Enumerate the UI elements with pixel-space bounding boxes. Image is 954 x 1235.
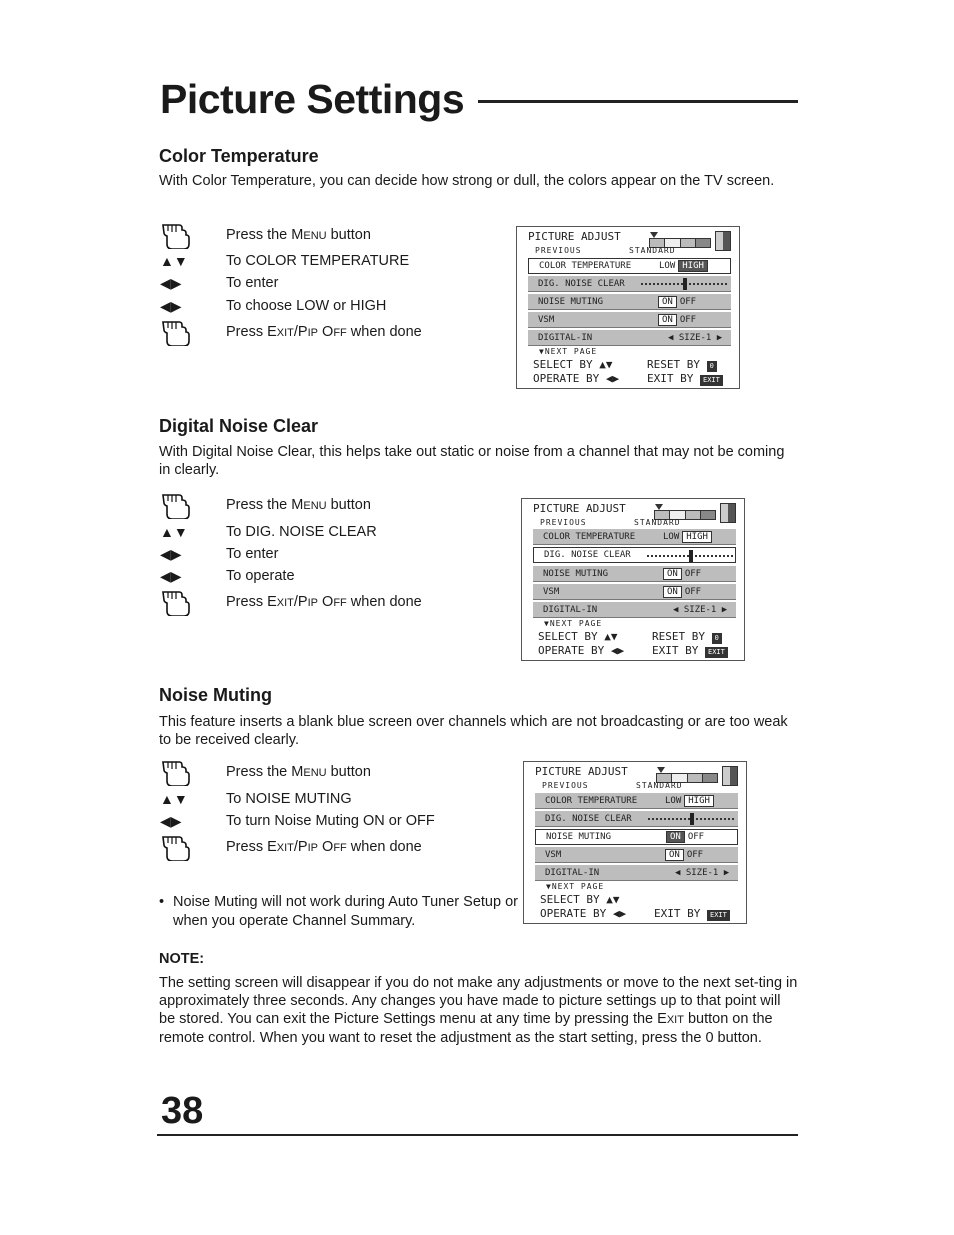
tv-icon — [715, 231, 731, 251]
osd-row-color-temperature: COLOR TEMPERATURE LOW HIGH — [528, 258, 731, 274]
step — [160, 250, 409, 272]
hand-press-icon — [160, 588, 226, 616]
osd-next-page: ▼NEXT PAGE — [546, 882, 605, 891]
osd-row-vsm: VSM ON OFF — [533, 584, 736, 600]
osd-title: PICTURE ADJUST — [528, 230, 621, 243]
osd-operate-by: OPERATE BY ◀▶ — [540, 907, 627, 920]
step-text: To NOISE MUTING — [226, 791, 352, 807]
step — [160, 272, 278, 294]
osd-row-noise-muting: NOISE MUTING ON OFF — [533, 566, 736, 582]
osd-operate-by: OPERATE BY ◀▶ — [533, 372, 620, 385]
title-rule — [478, 100, 798, 103]
step-text: To enter — [226, 546, 279, 562]
section-desc-noise-muting: This feature inserts a blank blue screen over channels which are not broadcasting or are too weak to be received clearly. — [159, 714, 788, 748]
osd-screen-color-temperature — [516, 226, 740, 389]
osd-row-vsm: VSM ON OFF — [528, 312, 731, 328]
osd-select-by: SELECT BY ▲▼ — [538, 630, 618, 643]
step — [160, 494, 371, 516]
osd-next-page: ▼NEXT PAGE — [544, 619, 603, 628]
osd-row-color-temperature: COLOR TEMPERATURE LOW HIGH — [535, 793, 738, 809]
osd-exit-by: EXIT BY EXIT — [654, 907, 730, 921]
osd-row-vsm: VSM ON OFF — [535, 847, 738, 863]
note-text: The setting screen will disappear if you do not make any adjustments or move to the next set-ting in approximately three seconds. Any changes you have made to picture settings up to that point will be stored. You can exit the Picture Settings menu at any time by pressing the EXIT button on the remote control. When you want to reset the adjustment as the start setting, press the 0 button. — [159, 975, 798, 1046]
osd-operate-by: OPERATE BY ◀▶ — [538, 644, 625, 657]
step-text: Press EXIT/PIP OFF when done — [226, 839, 422, 855]
step — [160, 836, 422, 858]
note-heading: NOTE: — [159, 951, 205, 967]
osd-next-page: ▼NEXT PAGE — [539, 347, 598, 356]
step-text: Press the MENU button — [226, 764, 371, 780]
step-text: To enter — [226, 275, 279, 291]
step-text: To operate — [226, 568, 295, 584]
left-right-arrows-icon: ◀▶ — [160, 812, 182, 829]
osd-row-digital-in: DIGITAL-IN ◀ SIZE-1 ▶ — [528, 330, 731, 346]
step — [160, 788, 352, 810]
tv-icon — [722, 766, 738, 786]
step-text: To choose LOW or HIGH — [226, 298, 387, 314]
osd-reset-by: RESET BY 0 — [647, 358, 717, 372]
step-text: Press EXIT/PIP OFF when done — [226, 324, 422, 340]
osd-previous: PREVIOUS — [542, 781, 589, 790]
left-right-arrows-icon: ◀▶ — [160, 567, 182, 584]
step — [160, 810, 435, 832]
page-number: 38 — [161, 1090, 204, 1132]
up-down-arrows-icon: ▲▼ — [160, 791, 188, 807]
osd-exit-by: EXIT BY EXIT — [652, 644, 728, 658]
osd-previous: PREVIOUS — [540, 518, 587, 527]
step — [160, 591, 422, 613]
step — [160, 224, 371, 246]
section-desc-digital-noise-clear: With Digital Noise Clear, this helps take out static or noise from a channel that may not be coming in clearly. — [159, 444, 785, 478]
osd-exit-by: EXIT BY EXIT — [647, 372, 723, 386]
step — [160, 295, 386, 317]
hand-press-icon — [160, 491, 226, 519]
step — [160, 321, 422, 343]
left-right-arrows-icon: ◀▶ — [160, 545, 182, 562]
osd-title: PICTURE ADJUST — [533, 502, 626, 515]
up-down-arrows-icon: ▲▼ — [160, 524, 188, 540]
tv-icon — [720, 503, 736, 523]
osd-row-dig-noise-clear: DIG. NOISE CLEAR — [528, 276, 731, 292]
osd-reset-by: RESET BY 0 — [652, 630, 722, 644]
osd-standard: STANDARD — [634, 518, 681, 527]
hand-press-icon — [160, 758, 226, 786]
osd-previous: PREVIOUS — [535, 246, 582, 255]
osd-row-noise-muting: NOISE MUTING ON OFF — [528, 294, 731, 310]
osd-screen-dig-noise-clear — [521, 498, 745, 661]
osd-select-by: SELECT BY ▲▼ — [533, 358, 613, 371]
step-text: Press EXIT/PIP OFF when done — [226, 594, 422, 610]
osd-row-digital-in: DIGITAL-IN ◀ SIZE-1 ▶ — [535, 865, 738, 881]
step — [160, 565, 295, 587]
footer-rule — [157, 1134, 798, 1136]
osd-select-by: SELECT BY ▲▼ — [540, 893, 620, 906]
hand-press-icon — [160, 318, 226, 346]
osd-title: PICTURE ADJUST — [535, 765, 628, 778]
section-desc-color-temperature: With Color Temperature, you can decide how strong or dull, the colors appear on the TV screen. — [159, 173, 775, 189]
step-text: To turn Noise Muting ON or OFF — [226, 813, 435, 829]
step — [160, 761, 371, 783]
osd-row-dig-noise-clear: DIG. NOISE CLEAR — [533, 547, 736, 563]
section-heading-digital-noise-clear: Digital Noise Clear — [159, 416, 319, 436]
hand-press-icon — [160, 833, 226, 861]
osd-row-noise-muting: NOISE MUTING ON OFF — [535, 829, 738, 845]
step — [160, 543, 278, 565]
osd-standard: STANDARD — [636, 781, 683, 790]
section-heading-color-temperature: Color Temperature — [159, 146, 319, 166]
left-right-arrows-icon: ◀▶ — [160, 297, 182, 314]
step-text: Press the MENU button — [226, 497, 371, 513]
hand-press-icon — [160, 221, 226, 249]
osd-row-digital-in: DIGITAL-IN ◀ SIZE-1 ▶ — [533, 602, 736, 618]
step-text: Press the MENU button — [226, 227, 371, 243]
step-text: To COLOR TEMPERATURE — [226, 253, 410, 269]
section-heading-noise-muting: Noise Muting — [159, 685, 272, 705]
step-text: To DIG. NOISE CLEAR — [226, 524, 377, 540]
left-right-arrows-icon: ◀▶ — [160, 274, 182, 291]
up-down-arrows-icon: ▲▼ — [160, 253, 188, 269]
osd-standard: STANDARD — [629, 246, 676, 255]
osd-screen-noise-muting — [523, 761, 747, 924]
osd-row-dig-noise-clear: DIG. NOISE CLEAR — [535, 811, 738, 827]
osd-row-color-temperature: COLOR TEMPERATURE LOW HIGH — [533, 529, 736, 545]
page-title: Picture Settings — [160, 76, 465, 122]
step — [160, 521, 377, 543]
